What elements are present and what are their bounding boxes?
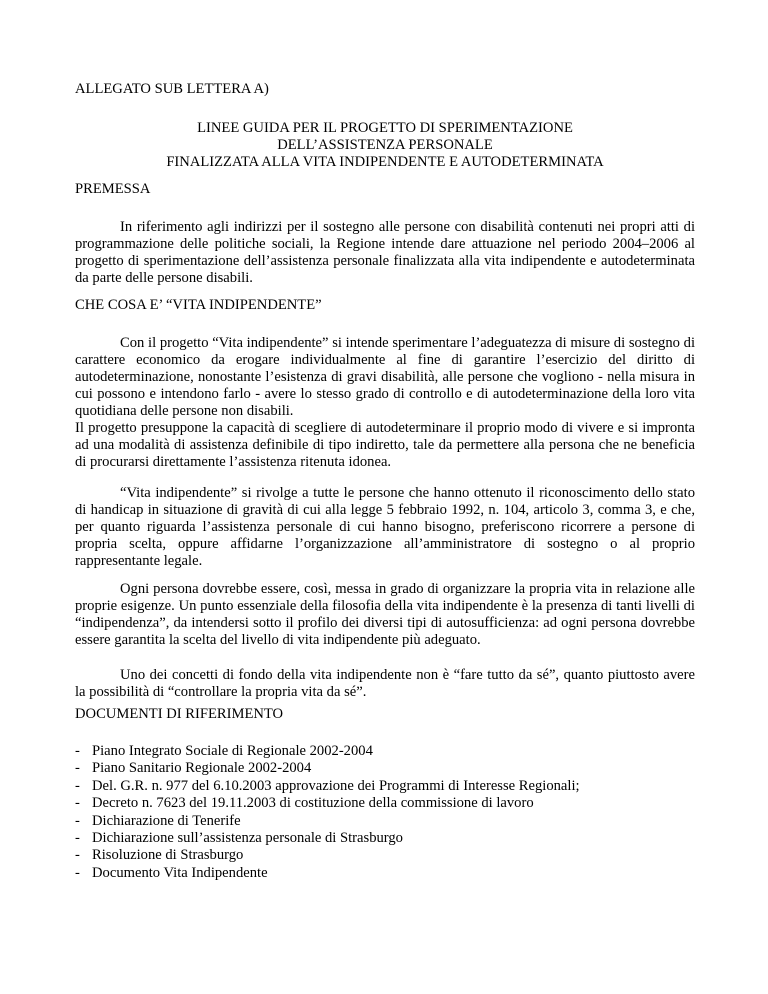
- list-item: [75, 865, 695, 882]
- attachment-label: ALLEGATO SUB LETTERA A): [75, 81, 269, 97]
- list-item-text: Dichiarazione di Tenerife: [92, 812, 241, 829]
- list-item-text: Dichiarazione sull’assistenza personale di Strasburgo: [92, 829, 403, 846]
- section-heading-che-cosa: CHE COSA E’ “VITA INDIPENDENTE”: [75, 297, 322, 313]
- paragraph-che-cosa-3: [75, 581, 695, 649]
- list-item-text: Decreto n. 7623 del 19.11.2003 di costituzione della commissione di lavoro: [92, 795, 534, 812]
- title-line: DELL’ASSISTENZA PERSONALE: [277, 137, 493, 153]
- list-item-text: Risoluzione di Strasburgo: [92, 847, 244, 864]
- paragraph-text: “Vita indipendente” si rivolge a tutte le persone che hanno ottenuto il riconoscimento dello stato di handicap in situazione di gravità di cui alla legge 5 febbraio 1992, n. 104, articolo 3, comma 3, e che, per quanto riguarda l’assistenza personale di cui hanno bisogno, preferiscono ricorrere a persone di propria scelta, oppure affidarne l’organizzazione all’amministratore di sostegno o al proprio rappresentante legale.: [75, 485, 695, 569]
- list-bullet: -: [75, 829, 80, 846]
- list-bullet: -: [75, 760, 80, 777]
- section-heading-premessa: PREMESSA: [75, 181, 151, 197]
- list-item: [75, 813, 695, 830]
- document-title: [75, 120, 695, 171]
- list-item: [75, 760, 695, 777]
- paragraph-text: In riferimento agli indirizzi per il sostegno alle persone con disabilità contenuti nei propri atti di programmazione delle politiche sociali, la Regione intende dare attuazione nel periodo 2004–2006 al progetto di sperimentazione dell’assistenza personale finalizzata alla vita indipendente e autodeterminata da parte delle persone disabili.: [75, 219, 695, 286]
- list-item: [75, 830, 695, 847]
- list-bullet: -: [75, 864, 80, 881]
- paragraph-block: [75, 420, 695, 471]
- paragraph-premessa: [75, 219, 695, 287]
- list-item-text: Piano Sanitario Regionale 2002-2004: [92, 760, 312, 777]
- list-bullet: -: [75, 743, 80, 759]
- list-item-text: Piano Integrato Sociale di Regionale 2002-2004: [92, 743, 373, 759]
- paragraph-text: Uno dei concetti di fondo della vita indipendente non è “fare tutto da sé”, quanto piuttosto avere la possibilità di “controllare la propria vita da sé”.: [75, 667, 695, 700]
- list-bullet: -: [75, 847, 80, 864]
- list-item-text: Documento Vita Indipendente: [92, 864, 268, 881]
- list-item: [75, 847, 695, 864]
- title-line: LINEE GUIDA PER IL PROGETTO DI SPERIMENTAZIONE: [197, 120, 573, 136]
- title-line: FINALIZZATA ALLA VITA INDIPENDENTE E AUTODETERMINATA: [166, 154, 604, 170]
- list-item: [75, 778, 695, 795]
- paragraph-che-cosa-2: [75, 485, 695, 570]
- paragraph-text: Con il progetto “Vita indipendente” si intende sperimentare l’adeguatezza di misure di sostegno di carattere economico da erogare individualmente al fine di garantire l’esercizio del diritto di autodeterminazione, nonostante l’esistenza di gravi disabilità, alle persone che vogliono - nella misura in cui possono e intendono farlo - avere lo stesso grado di controllo e di autodeterminazione della loro vita quotidiana delle persone non disabili.: [75, 335, 695, 419]
- list-bullet: -: [75, 812, 80, 829]
- list-bullet: -: [75, 777, 80, 794]
- paragraph-che-cosa-4: [75, 667, 695, 701]
- paragraph-text: Ogni persona dovrebbe essere, così, messa in grado di organizzare la propria vita in relazione alle proprie esigenze. Un punto essenziale della filosofia della vita indipendente è la presenza di tanti livelli di “indipendenza”, da intendersi sotto il profilo dei diversi tipi di autosufficienza: ad ogni persona dovrebbe essere garantita la scelta del livello di vita indipendente più adeguato.: [75, 581, 695, 648]
- paragraph-block: [75, 335, 695, 420]
- list-item: [75, 743, 695, 760]
- paragraph-che-cosa-1: [75, 335, 695, 471]
- section-heading-documenti: DOCUMENTI DI RIFERIMENTO: [75, 706, 284, 722]
- paragraph-text: Il progetto presuppone la capacità di scegliere di autodeterminare il proprio modo di vivere e si impronta ad una modalità di assistenza definibile di tipo indiretto, tale da permettere alla persona che ne beneficia di procurarsi direttamente l’assistenza ritenuta idonea.: [75, 420, 695, 470]
- list-item: [75, 795, 695, 812]
- list-bullet: -: [75, 795, 80, 812]
- reference-list: [75, 743, 695, 882]
- list-item-text: Del. G.R. n. 977 del 6.10.2003 approvazione dei Programmi di Interesse Regionali;: [92, 777, 580, 794]
